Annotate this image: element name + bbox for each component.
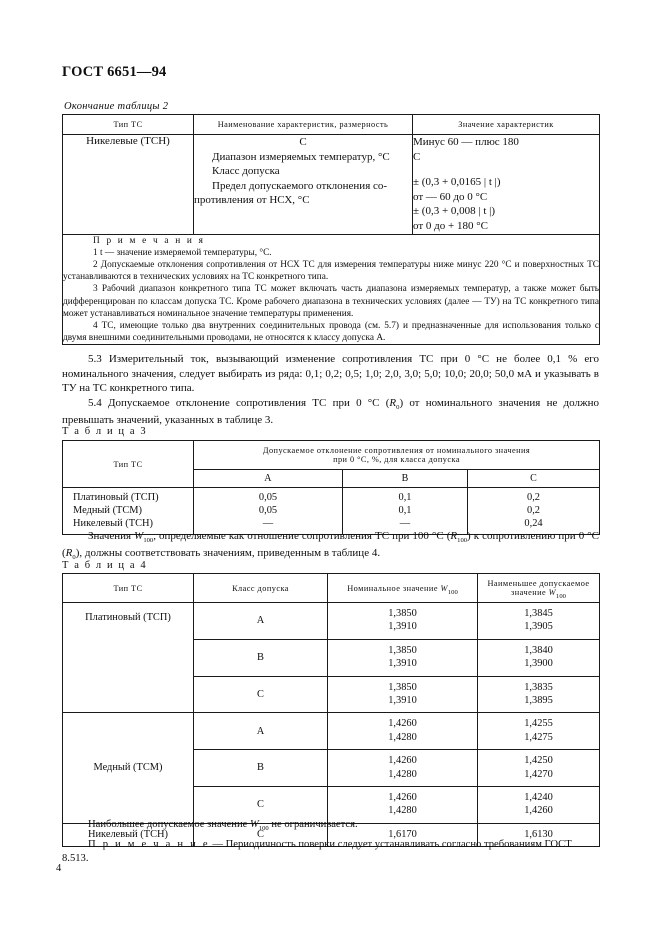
- table3-header-group-line2: при 0 °С, %, для класса допуска: [333, 455, 460, 464]
- table4-header-nominal-text: Номинальное значение: [347, 583, 441, 593]
- footer-note-text: — Периодичность поверки следует устанавливать согласно требованиям ГОСТ 8.513.: [62, 839, 572, 864]
- table3-cell-class-a: [194, 488, 343, 535]
- symbol-R100: R: [450, 530, 458, 542]
- table3-value: 0,24: [524, 518, 543, 530]
- table4-cell-minimum: [478, 750, 600, 787]
- value-line: Минус 60 — плюс 180: [413, 136, 519, 148]
- table-row: [63, 488, 600, 535]
- table4-value: 1,4275: [524, 731, 553, 743]
- table4-cell-class: С: [194, 676, 328, 713]
- table4-header-class: Класс допуска: [194, 574, 328, 603]
- largest-value-text-2: не ограничивается.: [268, 819, 358, 830]
- table3-header-class-b: В: [343, 470, 468, 488]
- table3-cell-class-c: [468, 488, 600, 535]
- table3-header-type: Тип ТС: [63, 441, 194, 488]
- table4-caption: Т а б л и ц а 4: [62, 560, 148, 571]
- table4-cell-nominal: [328, 603, 478, 640]
- w100-text-1: Значения: [88, 530, 135, 542]
- table4-cell-class: В: [194, 639, 328, 676]
- table3-value: 0,2: [527, 492, 541, 503]
- note-item: 1 t — значение измеряемой температуры, °С.: [93, 247, 272, 258]
- table4-header-minimum-line1: Наименьшее допускаемое: [487, 579, 590, 588]
- value-line: ± (0,3 + 0,008 | t |): [413, 205, 496, 218]
- table3-value: 0,05: [258, 505, 278, 517]
- table4-cell-minimum: [478, 676, 600, 713]
- table4-value: 1,6130: [524, 828, 553, 840]
- table4-value: 1,3905: [524, 621, 553, 633]
- table2-cell-characteristics: [194, 135, 413, 235]
- clause-5-4-text-2: ) от номинального значения не должно превышать значений, указанных в таблице 3.: [62, 397, 599, 426]
- table4-value: 1,4280: [388, 805, 417, 817]
- w100-text-2: , определяемые как отношение сопротивления ТС при 100 °С (: [153, 530, 451, 542]
- table-row: [63, 574, 600, 603]
- note-item: 4 ТС, имеющие только два внутренних соединительных провода (см. 5.7) и предназначенные для использования только с двумя внешними соединительными проводами, не относятся к классу допуска А.: [63, 320, 599, 344]
- table4-value: 1,4260: [388, 718, 417, 730]
- table-row: [63, 603, 600, 640]
- characteristic-line: С: [299, 136, 307, 148]
- table-row: [63, 115, 600, 135]
- table3-value: —: [399, 518, 411, 530]
- table-row: [63, 234, 600, 345]
- table3-value: 0,1: [398, 492, 412, 503]
- table4-value: 1,4255: [524, 718, 553, 730]
- notes-title: П р и м е ч а н и я: [93, 235, 206, 246]
- table4-cell-class: В: [194, 750, 328, 787]
- table4-cell-minimum: [478, 603, 600, 640]
- w100-paragraph: [62, 529, 599, 562]
- table4-value: 1,4280: [388, 731, 417, 743]
- table4-header-minimum-line2: [481, 588, 596, 600]
- table-4: [62, 573, 600, 847]
- largest-value-text-1: Наибольшее допускаемое значение: [88, 819, 250, 830]
- table4-cell-nominal: [328, 639, 478, 676]
- table4-cell-nominal: [328, 750, 478, 787]
- table4-header-minimum-text: значение: [511, 588, 549, 597]
- table4-value: 1,4260: [388, 755, 417, 767]
- symbol-R0-subscript: 0: [72, 553, 76, 561]
- table4-value: 1,3910: [388, 695, 417, 707]
- table4-value: 1,3900: [524, 658, 553, 670]
- table3-value: 0,2: [527, 505, 541, 517]
- table4-value: 1,3910: [388, 658, 417, 670]
- symbol-W-subscript: 100: [258, 825, 269, 832]
- table-3: [62, 440, 600, 535]
- table4-value: 1,4250: [524, 755, 553, 767]
- symbol-R0: R: [389, 397, 397, 409]
- table4-value: 1,4270: [524, 768, 553, 780]
- table4-value: 1,3850: [388, 644, 417, 656]
- table4-cell-minimum: [478, 639, 600, 676]
- symbol-R0-subscript: 0: [396, 404, 400, 411]
- table4-cell-type: Медный (ТСМ): [63, 713, 194, 823]
- table3-cell-type: [63, 488, 194, 535]
- table4-cell-nominal: [328, 713, 478, 750]
- spacer: [413, 164, 599, 175]
- table3-type-line: Медный (ТСМ): [73, 505, 143, 517]
- table3-type-line: Платиновый (ТСП): [73, 492, 159, 503]
- note-item: 2 Допускаемые отклонения сопротивления от НСХ ТС для измерения температуры ниже минус 220 °С и поверхностных ТС устанавливаются в технических условиях на ТС конкретного типа.: [63, 259, 599, 283]
- largest-value-note: [62, 818, 599, 833]
- table4-cell-nominal: [328, 676, 478, 713]
- table4-value: 1,3850: [388, 681, 417, 693]
- table3-value: 0,05: [258, 492, 278, 503]
- table3-value: 0,1: [398, 505, 412, 517]
- table4-cell-type: Никелевый (ТСН): [63, 823, 194, 846]
- table3-header-class-c: С: [468, 470, 600, 488]
- table4-value: 1,4280: [388, 768, 417, 780]
- table2-header-type: Тип ТС: [63, 115, 194, 135]
- symbol-W-subscript: 100: [447, 588, 458, 596]
- value-line: от — 60 до 0 °С: [413, 190, 488, 203]
- table4-cell-class: А: [194, 713, 328, 750]
- characteristic-line: противления от НСХ, °С: [194, 194, 310, 207]
- clause-5-3: 5.3 Измерительный ток, вызывающий изменение сопротивления ТС при 0 °С не более 0,1 % его номинального значения, следует выбирать из ряда: 0,1; 0,2; 0,5; 1,0; 2,0, 3,0; 5,0; 10,0; 20,0; 50,0 мА и указывать в ТУ на ТС конкретного типа.: [62, 353, 599, 395]
- table2-caption: Окончание таблицы 2: [64, 101, 169, 112]
- page-number: 4: [56, 863, 62, 874]
- symbol-R0: R: [65, 546, 73, 559]
- table-row: [63, 135, 600, 235]
- table4-cell-class: А: [194, 603, 328, 640]
- table3-type-line: Никелевый (ТСН): [73, 518, 154, 530]
- table2-cell-values: [413, 135, 600, 235]
- value-line: С: [413, 150, 421, 163]
- clause-5-4: [62, 396, 599, 427]
- note-item: 3 Рабочий диапазон конкретного типа ТС может включать часть диапазона измеряемых температур, а также может быть дифференцирован по классам допуска ТС. Кроме рабочего диапазона в технических условиях (далее — ТУ) на ТС конкретного типа может устанавливаться номинальное значение температуры применения.: [63, 284, 599, 319]
- table-row: [63, 713, 600, 750]
- symbol-W: W: [440, 583, 448, 593]
- table4-value: 1,4260: [388, 792, 417, 804]
- w100-text-4: ), должны соответствовать значениям, приведенным в таблице 4.: [75, 546, 381, 559]
- table4-value: 1,3910: [388, 621, 417, 633]
- w100-text-3: ) к сопротивлению при 0 °С (: [62, 530, 600, 559]
- table4-value: 1,3850: [388, 608, 417, 619]
- table3-header-class-a: А: [194, 470, 343, 488]
- characteristic-line: Класс допуска: [212, 165, 280, 178]
- value-line: от 0 до + 180 °С: [413, 219, 488, 232]
- table4-value: 1,4260: [524, 805, 553, 817]
- table4-header-minimum: [478, 574, 600, 603]
- table3-cell-class-b: [343, 488, 468, 535]
- table4-value: 1,3835: [524, 681, 553, 693]
- characteristic-line: Предел допускаемого отклонения со-: [212, 179, 388, 192]
- table2-cell-type: Никелевые (ТСН): [63, 135, 194, 235]
- clause-5-4-text-1: 5.4 Допускаемое отклонение сопротивления ТС при 0 °С (: [88, 397, 390, 409]
- value-line: ± (0,3 + 0,0165 | t |): [413, 176, 501, 189]
- table2-notes: [63, 234, 600, 345]
- table4-value: 1,4240: [524, 792, 553, 804]
- table3-caption: Т а б л и ц а 3: [62, 426, 148, 437]
- table4-header-type: Тип ТС: [63, 574, 194, 603]
- symbol-W: W: [548, 588, 557, 597]
- symbol-W-subscript: 100: [143, 537, 154, 544]
- table4-cell-class: С: [194, 787, 328, 824]
- symbol-W: W: [134, 530, 144, 542]
- table4-value: 1,3840: [524, 644, 553, 656]
- characteristic-line: Диапазон измеряемых температур, °С: [212, 150, 390, 163]
- symbol-W-subscript: 100: [556, 593, 566, 600]
- table4-header-nominal: [328, 574, 478, 603]
- table4-value: 1,3845: [524, 608, 553, 619]
- footer-note-label: П р и м е ч а н и е: [88, 839, 210, 850]
- symbol-R100-subscript: 100: [457, 537, 468, 544]
- symbol-W: W: [249, 819, 259, 830]
- table3-header-group-line1: Допускаемое отклонение сопротивления от номинального значения: [262, 446, 531, 455]
- table-2: [62, 114, 600, 345]
- table4-cell-class: С: [194, 823, 328, 846]
- table4-cell-minimum: [478, 713, 600, 750]
- table2-header-characteristic: Наименование характеристик, размерность: [194, 115, 413, 135]
- table2-header-value: Значение характеристик: [413, 115, 600, 135]
- table-row: [63, 441, 600, 470]
- page-title: ГОСТ 6651—94: [62, 64, 167, 80]
- table4-value: 1,3895: [524, 695, 553, 707]
- table3-header-group: [194, 441, 600, 470]
- table4-cell-type: Платиновый (ТСП): [63, 603, 194, 713]
- footer-note: [62, 838, 599, 866]
- table3-value: —: [262, 518, 274, 530]
- table4-value: 1,6170: [388, 828, 417, 840]
